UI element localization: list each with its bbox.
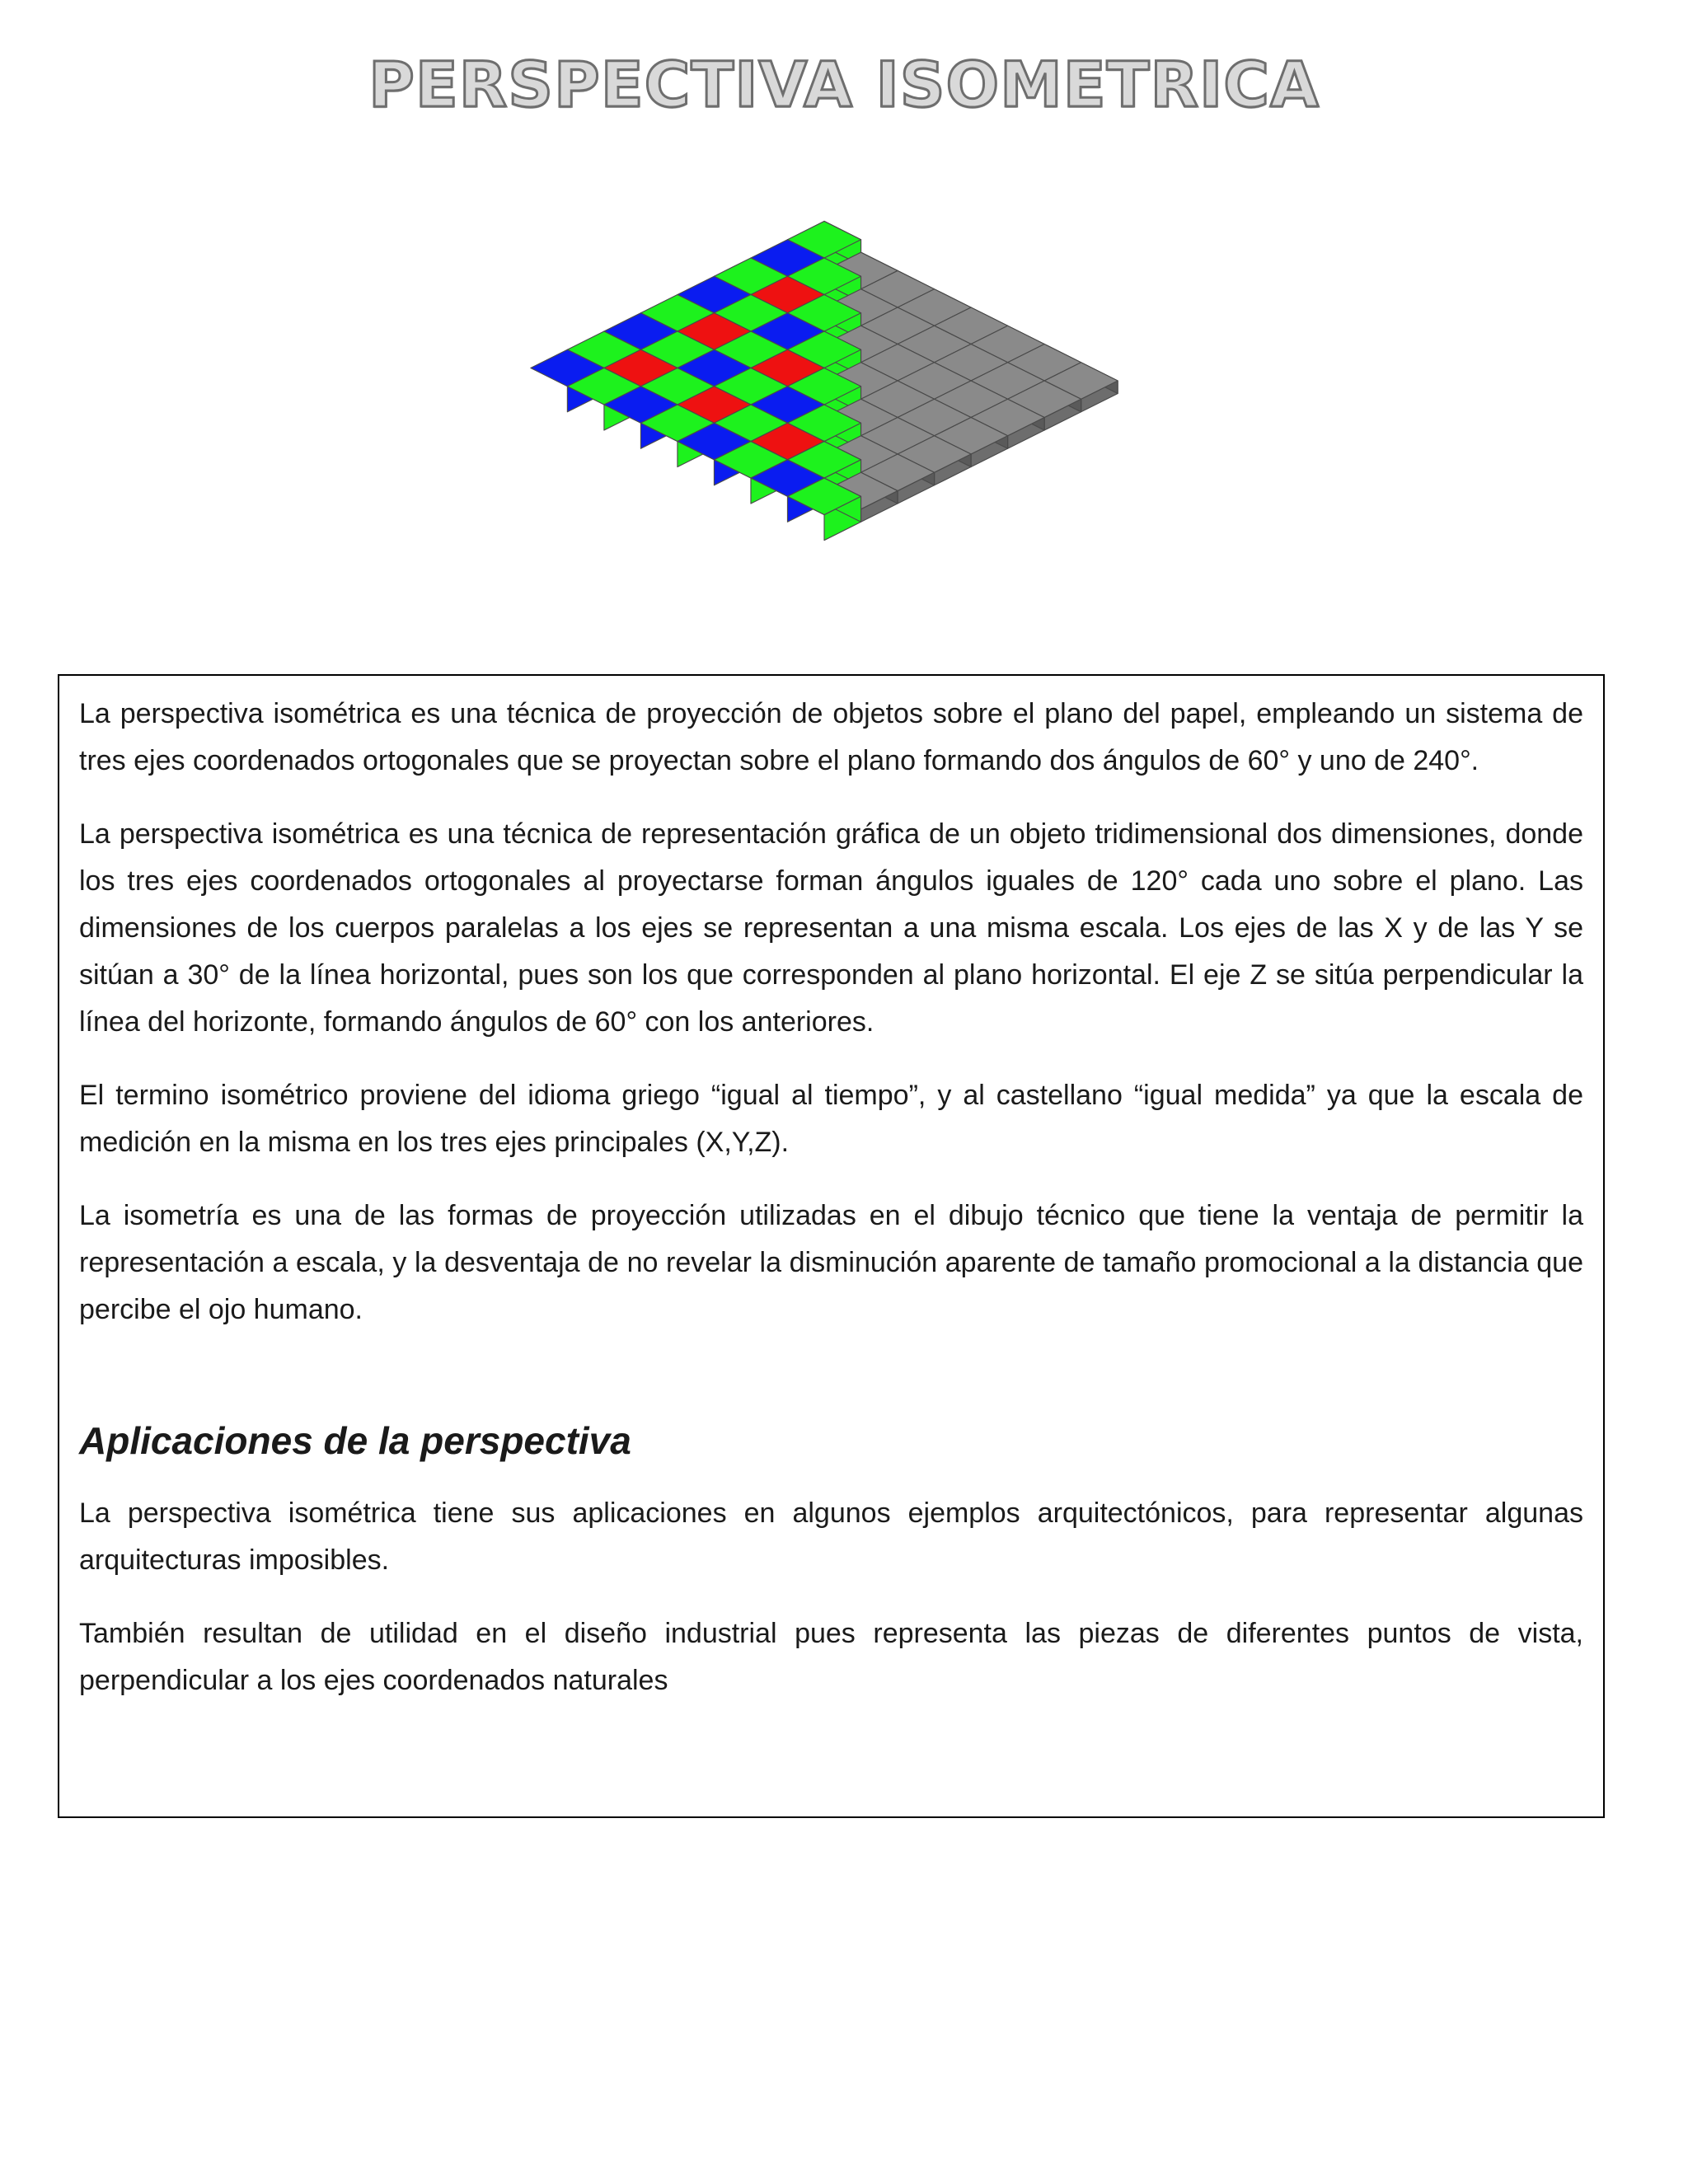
paragraph-representation: La perspectiva isométrica es una técnica de representación gráfica de un objeto tridimensional dos dimensiones, donde los tres ejes coordenados ortogonales al proyectarse forman ángulos iguales de 120° cada uno sobre el plano. Las dimensiones de los cuerpos paralelas a los ejes se representan a una misma escala. Los ejes de las X y de las Y se sitúan a 30° de la línea horizontal, pues son los que corresponden al plano horizontal. El eje Z se sitúa perpendicular la línea del horizonte, formando ángulos de 60° con los anteriores. (79, 818, 1583, 1038)
content-box (58, 674, 1605, 1818)
paragraph-advantages: La isometría es una de las formas de proyección utilizadas en el dibujo técnico que tiene la ventaja de permitir la representación a escala, y la desventaja de no revelar la disminución aparente de tamaño promocional a la distancia que percibe el ojo humano. (79, 1200, 1583, 1325)
paragraph-etymology: El termino isométrico proviene del idioma griego “igual al tiempo”, y al castellano “igual medida” ya que la escala de medición en la misma en los tres ejes principales (X,Y,Z). (79, 1080, 1583, 1158)
paragraph-definition: La perspectiva isométrica es una técnica de proyección de objetos sobre el plano del papel, empleando un sistema de tres ejes coordenados ortogonales que se proyectan sobre el plano formando dos ángulos de 60° y uno de 240°. (79, 698, 1583, 776)
paragraph-applications-industrial: También resultan de utilidad en el diseño industrial pues representa las piezas de diferentes puntos de vista, perpendicular a los ejes coordenados naturales (79, 1618, 1583, 1696)
isometric-checkerboard-illustration (528, 191, 1121, 570)
paragraph-applications-architecture: La perspectiva isométrica tiene sus aplicaciones en algunos ejemplos arquitectónicos, para representar algunas arquitecturas imposibles. (79, 1497, 1583, 1576)
page-title: PERSPECTIVA ISOMETRICA (368, 48, 1320, 121)
section-heading: Aplicaciones de la perspectiva (79, 1419, 631, 1462)
